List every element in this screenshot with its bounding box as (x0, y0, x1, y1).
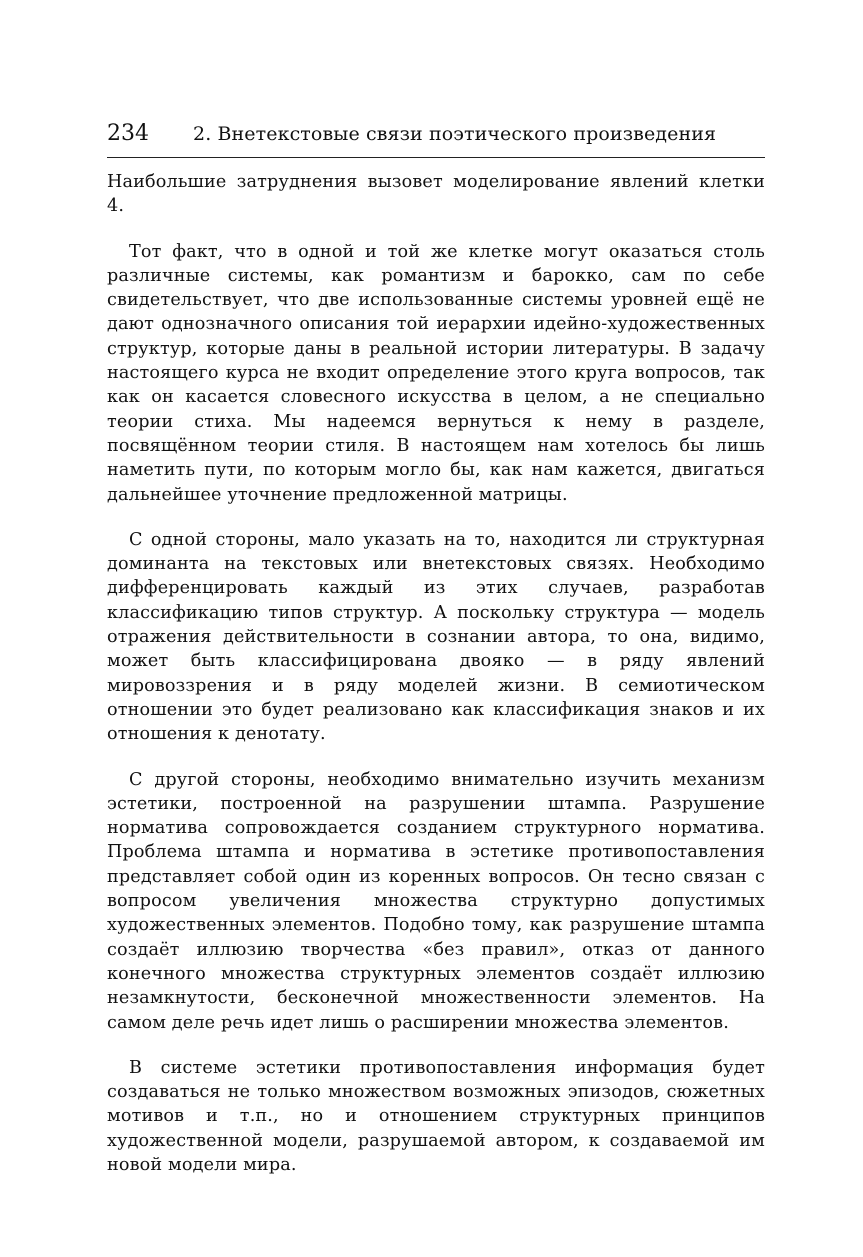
paragraph-3: С одной стороны, мало указать на то, находится ли структурная доминанта на текстовых или внетекстовых связях. Необходимо дифференцировать каждый из этих случаев, разработав классификацию типов структур. А поскольку структура — модель отражения действительности в сознании автора, то она, видимо, может быть классифицирована двояко — в ряду явлений мировоззрения и в ряду моделей жизни. В семиотическом отношении это будет реализовано как классификация знаков и их отношения к денотату. (107, 529, 765, 745)
paragraph-2: Тот факт, что в одной и той же клетке могут оказаться столь различные системы, как романтизм и барокко, сам по себе свидетельствует, что две использованные системы уровней ещё не дают однозначного описания той иерархии идейно-художественных структур, которые даны в реальной истории литературы. В задачу настоящего курса не входит определение этого круга вопросов, так как он касается словесного искусства в целом, а не специально теории стиха. Мы надеемся вернуться к нему в разделе, посвящённом теории стиля. В настоящем нам хотелось бы лишь наметить пути, по которым могло бы, как нам кажется, двигаться дальнейшее уточнение предложенной матрицы. (107, 241, 765, 505)
paragraph-1: Наибольшие затруднения вызовет моделирование явлений клетки 4. (107, 172, 765, 217)
paragraph-5: В системе эстетики противопоставления информация будет создаваться не только множеством возможных эпизодов, сюжетных мотивов и т.п., но и отношением структурных принципов художественной модели, разрушаемой автором, к создаваемой им новой модели мира. (107, 1057, 765, 1175)
running-head (107, 119, 765, 149)
body-text (107, 170, 765, 1177)
paragraph-4: С другой стороны, необходимо внимательно изучить механизм эстетики, построенной на разрушении штампа. Разрушение норматива сопровождается созданием структурного норматива. Проблема штампа и норматива в эстетике противопоставления представляет собой один из коренных вопросов. Он тесно связан с вопросом увеличения множества структурно допустимых художественных элементов. Подобно тому, как разрушение штампа создаёт иллюзию творчества «без правил», отказ от данного конечного множества структурных элементов создаёт иллюзию незамкнутости, бесконечной множественности элементов. На самом деле речь идет лишь о расширении множества элементов. (107, 769, 765, 1033)
page-number: 234 (107, 121, 149, 146)
header-rule (107, 157, 765, 158)
chapter-title: 2. Внетекстовые связи поэтического произведения (193, 123, 717, 145)
